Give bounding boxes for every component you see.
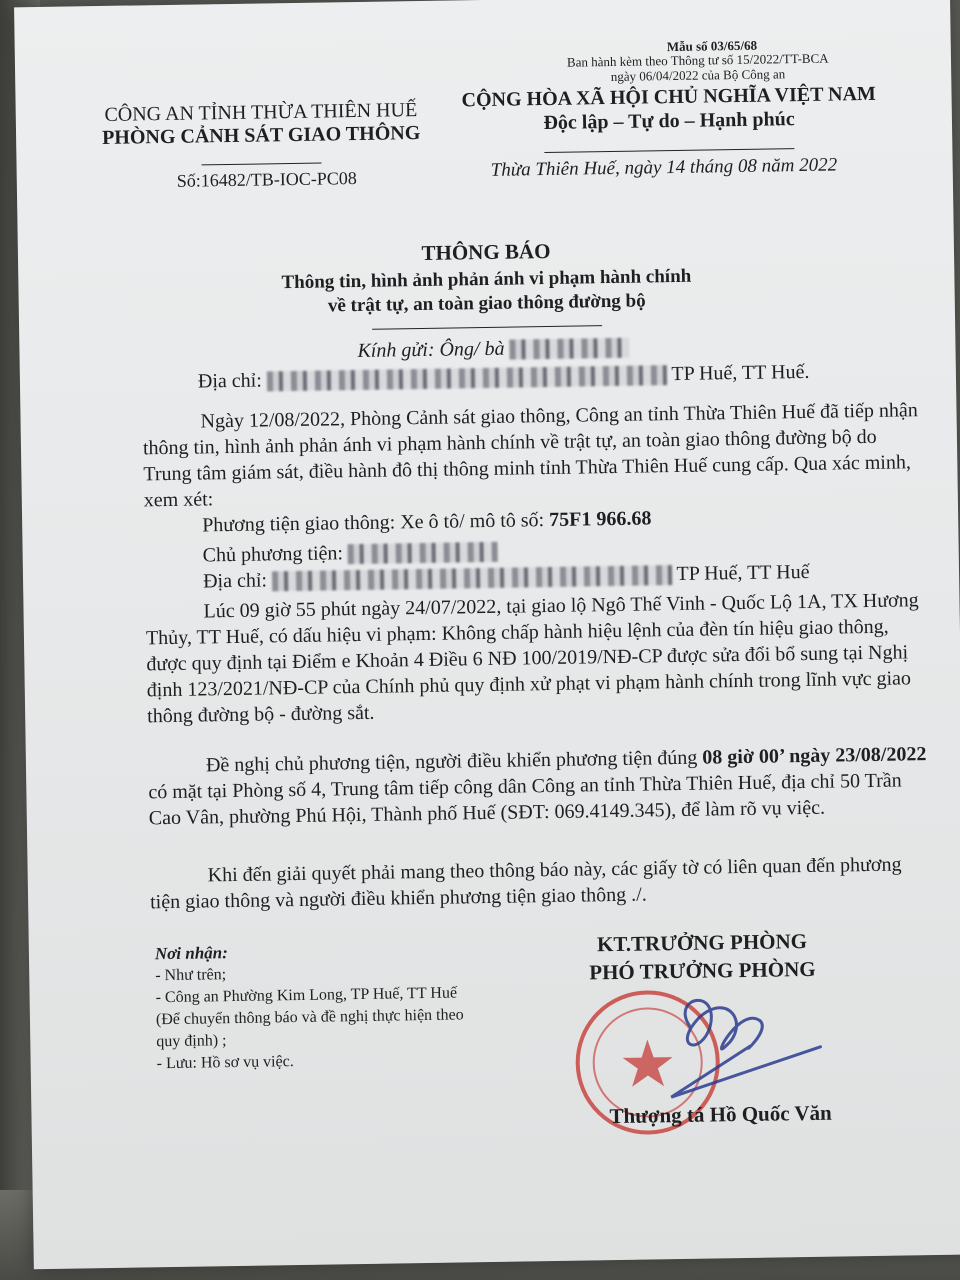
summons-rest: có mặt tại Phòng số 4, Trung tâm tiếp công dân Công an tỉnh Thừa Thiên Huế, địa chỉ 50 Trần Cao Vân, phường Phú Hội, Thành phố Huế (SĐT: 069.4149.345), để làm rõ vụ việc. bbox=[148, 769, 902, 830]
owner-line bbox=[203, 540, 499, 568]
redacted-owner-address bbox=[272, 565, 672, 591]
redacted-owner bbox=[348, 542, 498, 564]
paragraph-intro: Ngày 12/08/2022, Phòng Cảnh sát giao thông, Công an tỉnh Thừa Thiên Huế đã tiếp nhận thông tin, hình ảnh phản ánh vi phạm hành chính về trật tự, an toàn giao thông đường bộ do Trung tâm giám sát, điều hành đô thị thông minh tỉnh Thừa Thiên Huế cung cấp. Qua xác minh, xem xét: bbox=[142, 399, 918, 512]
paragraph-summons bbox=[148, 741, 929, 831]
signer-name: Thượng tá Hồ Quốc Văn bbox=[609, 1100, 832, 1129]
issued-line-1: Ban hành kèm theo Thông tư số 15/2022/TT-BCA bbox=[566, 50, 829, 70]
title-main: THÔNG BÁO bbox=[421, 238, 551, 265]
place-and-date: Thừa Thiên Huế, ngày 14 tháng 08 năm 2022 bbox=[490, 154, 838, 181]
title-underline bbox=[372, 325, 602, 330]
recipients-heading: Nơi nhận: bbox=[154, 943, 228, 964]
signature-line-2: PHÓ TRƯỞNG PHÒNG bbox=[589, 956, 816, 985]
vehicle-plate: 75F1 966.68 bbox=[548, 507, 652, 532]
recipient-item: quy định) ; bbox=[156, 1032, 227, 1051]
owner-address-label: Địa chỉ: bbox=[202, 569, 268, 593]
owner-label: Chủ phương tiện: bbox=[202, 542, 344, 567]
document-page bbox=[14, 0, 960, 1269]
issuing-agency bbox=[102, 99, 421, 173]
issued-line-2: ngày 06/04/2022 của Bộ Công an bbox=[610, 66, 786, 84]
vehicle-label: Phương tiện giao thông: Xe ô tô/ mô tô số: bbox=[202, 509, 545, 537]
paragraph-requirements: Khi đến giải quyết phải mang theo thông báo này, các giấy tờ có liên quan đến phương tiện giao thông và người điều khiển phương tiện giao thông ./. bbox=[149, 853, 902, 914]
owner-address-tail: TP Huế, TT Huế bbox=[676, 560, 810, 586]
document-number: Số:16482/TB-IOC-PC08 bbox=[176, 167, 357, 191]
signature-title bbox=[589, 927, 816, 987]
national-heading bbox=[461, 82, 876, 160]
paragraph-violation: Lúc 09 giờ 55 phút ngày 24/07/2022, tại giao lộ Ngô Thế Vinh - Quốc Lộ 1A, TX Hương Thủy, TT Huế, có dấu hiệu vi phạm: Không chấp hành hiệu lệnh của đèn tín hiệu giao thông, được quy định tại Điểm e Khoản 4 Điều 6 NĐ 100/2019/NĐ-CP được sửa đổi bổ sung tại Nghị định 123/2021/NĐ-CP của Chính phủ quy định xử phạt vi phạm hành chính trong lĩnh vực giao thông đường bộ - đường sắt. bbox=[145, 589, 919, 728]
summons-time: 08 giờ 00’ ngày 23/08/2022 bbox=[702, 743, 927, 769]
republic-name: CỘNG HÒA XÃ HỘI CHỦ NGHĨA VIỆT NAM bbox=[461, 82, 877, 112]
signature-line-1: KT.TRƯỞNG PHÒNG bbox=[596, 929, 808, 957]
summons-start: Đề nghị chủ phương tiện, người điều khiển phương tiện đúng bbox=[205, 746, 698, 777]
issued-note bbox=[567, 51, 829, 85]
handwritten-signature bbox=[630, 985, 832, 1108]
recipients-block bbox=[155, 938, 465, 1075]
address-label: Địa chỉ: bbox=[197, 369, 262, 393]
address-tail: TP Huế, TT Huế. bbox=[671, 360, 810, 386]
national-motto: Độc lập – Tự do – Hạnh phúc bbox=[543, 108, 795, 135]
motto-underline bbox=[545, 148, 795, 153]
recipient-item: - Lưu: Hồ sơ vụ việc. bbox=[156, 1053, 294, 1073]
vehicle-line bbox=[202, 507, 651, 537]
title-sub-1: Thông tin, hình ảnh phản ánh vi phạm hành chính bbox=[281, 265, 692, 294]
title-sub-2: về trật tự, an toàn giao thông đường bộ bbox=[327, 290, 646, 317]
redacted-address bbox=[267, 366, 667, 392]
addressee-address bbox=[198, 361, 810, 394]
agency-underline bbox=[202, 163, 322, 166]
salutation bbox=[357, 336, 629, 363]
agency-line-2: PHÒNG CẢNH SÁT GIAO THÔNG bbox=[101, 121, 421, 149]
document-title bbox=[18, 233, 955, 341]
form-number: Mẫu số 03/65/68 bbox=[666, 37, 758, 55]
recipient-item: (Để chuyển thông báo và đề nghị thực hiện theo bbox=[155, 1006, 464, 1029]
recipient-item: - Như trên; bbox=[155, 966, 227, 985]
salutation-text: Kính gửi: Ông/ bà bbox=[357, 337, 505, 362]
redacted-name bbox=[509, 338, 629, 360]
agency-line-1: CÔNG AN TỈNH THỪA THIÊN HUẾ bbox=[104, 99, 418, 126]
recipient-item: - Công an Phường Kim Long, TP Huế, TT Huế bbox=[155, 984, 458, 1007]
